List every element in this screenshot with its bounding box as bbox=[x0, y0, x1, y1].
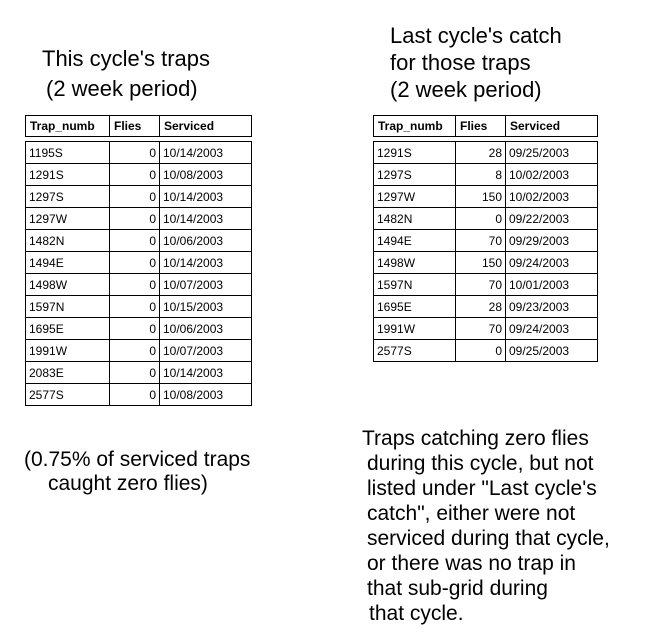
cell-trap-number: 1297S bbox=[374, 164, 456, 186]
table-row bbox=[26, 142, 252, 164]
cell-serviced: 09/22/2003 bbox=[506, 208, 598, 230]
cell-flies: 28 bbox=[456, 142, 506, 164]
table-header-row bbox=[374, 116, 598, 137]
cell-serviced: 10/06/2003 bbox=[160, 318, 252, 340]
table-row bbox=[374, 142, 598, 164]
table-body bbox=[26, 137, 252, 406]
table-row bbox=[26, 274, 252, 296]
table-row bbox=[374, 340, 598, 362]
cell-trap-number: 1498W bbox=[374, 252, 456, 274]
table-row bbox=[26, 252, 252, 274]
table-row bbox=[26, 208, 252, 230]
cell-trap-number: 1482N bbox=[26, 230, 110, 252]
right-heading-line: Last cycle's catch bbox=[390, 23, 562, 48]
cell-serviced: 10/14/2003 bbox=[160, 208, 252, 230]
cell-trap-number: 1297S bbox=[26, 186, 110, 208]
cell-serviced: 10/01/2003 bbox=[506, 274, 598, 296]
cell-flies: 0 bbox=[110, 274, 160, 296]
table-body bbox=[374, 137, 598, 362]
left-heading-line: This cycle's traps bbox=[42, 46, 211, 71]
table-row bbox=[374, 318, 598, 340]
cell-serviced: 10/08/2003 bbox=[160, 384, 252, 406]
cell-serviced: 09/25/2003 bbox=[506, 142, 598, 164]
table-row bbox=[374, 164, 598, 186]
cell-flies: 150 bbox=[456, 252, 506, 274]
cell-flies: 0 bbox=[110, 318, 160, 340]
cell-flies: 0 bbox=[110, 362, 160, 384]
left-heading-line: (2 week period) bbox=[46, 76, 198, 101]
right-note-line: listed under "Last cycle's bbox=[367, 477, 597, 500]
table-row bbox=[374, 252, 598, 274]
table-row bbox=[374, 208, 598, 230]
cell-trap-number: 1195S bbox=[26, 142, 110, 164]
cell-flies: 8 bbox=[456, 164, 506, 186]
right-heading-line: for those traps bbox=[390, 50, 531, 75]
table-row bbox=[26, 362, 252, 384]
right-note-line: during this cycle, but not bbox=[367, 452, 594, 475]
table-row bbox=[26, 164, 252, 186]
cell-trap-number: 1494E bbox=[374, 230, 456, 252]
right-note bbox=[362, 426, 610, 626]
right-note-line: catch", either were not bbox=[367, 502, 576, 525]
column-header-flies: Flies bbox=[110, 116, 160, 137]
left-note-line: caught zero flies) bbox=[48, 472, 208, 495]
cell-serviced: 10/02/2003 bbox=[506, 186, 598, 208]
this-cycle-traps-table bbox=[25, 115, 252, 406]
cell-trap-number: 2577S bbox=[26, 384, 110, 406]
column-header-serviced: Serviced bbox=[160, 116, 252, 137]
cell-flies: 70 bbox=[456, 230, 506, 252]
cell-trap-number: 1695E bbox=[374, 296, 456, 318]
cell-flies: 0 bbox=[456, 208, 506, 230]
left-note bbox=[24, 448, 250, 496]
cell-trap-number: 1494E bbox=[26, 252, 110, 274]
column-header-trap-number: Trap_numb bbox=[374, 116, 456, 137]
cell-flies: 0 bbox=[110, 230, 160, 252]
cell-serviced: 10/14/2003 bbox=[160, 362, 252, 384]
cell-flies: 70 bbox=[456, 274, 506, 296]
table-row bbox=[374, 186, 598, 208]
right-note-line: or there was no trap in bbox=[367, 552, 576, 575]
table-row bbox=[26, 296, 252, 318]
cell-flies: 0 bbox=[110, 384, 160, 406]
right-note-line: that cycle. bbox=[369, 602, 464, 625]
cell-flies: 0 bbox=[110, 186, 160, 208]
cell-trap-number: 1991W bbox=[26, 340, 110, 362]
cell-trap-number: 1291S bbox=[374, 142, 456, 164]
cell-trap-number: 1597N bbox=[374, 274, 456, 296]
table-row bbox=[26, 384, 252, 406]
cell-trap-number: 1297W bbox=[374, 186, 456, 208]
cell-flies: 0 bbox=[110, 252, 160, 274]
cell-flies: 0 bbox=[110, 142, 160, 164]
column-header-serviced: Serviced bbox=[506, 116, 598, 137]
cell-serviced: 09/24/2003 bbox=[506, 252, 598, 274]
column-header-flies: Flies bbox=[456, 116, 506, 137]
cell-serviced: 09/24/2003 bbox=[506, 318, 598, 340]
right-note-line: Traps catching zero flies bbox=[362, 427, 589, 450]
cell-serviced: 10/07/2003 bbox=[160, 340, 252, 362]
cell-flies: 0 bbox=[110, 296, 160, 318]
table-row bbox=[374, 274, 598, 296]
cell-trap-number: 1297W bbox=[26, 208, 110, 230]
cell-trap-number: 1991W bbox=[374, 318, 456, 340]
cell-serviced: 10/14/2003 bbox=[160, 186, 252, 208]
cell-flies: 0 bbox=[456, 340, 506, 362]
cell-flies: 0 bbox=[110, 164, 160, 186]
cell-serviced: 10/06/2003 bbox=[160, 230, 252, 252]
cell-trap-number: 1597N bbox=[26, 296, 110, 318]
cell-trap-number: 1482N bbox=[374, 208, 456, 230]
cell-serviced: 10/08/2003 bbox=[160, 164, 252, 186]
cell-trap-number: 1695E bbox=[26, 318, 110, 340]
cell-trap-number: 2577S bbox=[374, 340, 456, 362]
cell-serviced: 10/07/2003 bbox=[160, 274, 252, 296]
table-row bbox=[26, 340, 252, 362]
table-row bbox=[26, 230, 252, 252]
table-row bbox=[26, 318, 252, 340]
left-heading bbox=[42, 44, 210, 104]
left-note-line: (0.75% of serviced traps bbox=[24, 448, 251, 471]
right-note-line: serviced during that cycle, bbox=[367, 527, 610, 550]
right-note-line: that sub-grid during bbox=[367, 577, 548, 600]
cell-serviced: 09/25/2003 bbox=[506, 340, 598, 362]
cell-flies: 70 bbox=[456, 318, 506, 340]
cell-serviced: 10/02/2003 bbox=[506, 164, 598, 186]
table-row bbox=[374, 230, 598, 252]
table-row bbox=[26, 186, 252, 208]
column-header-trap-number: Trap_numb bbox=[26, 116, 110, 137]
cell-flies: 0 bbox=[110, 208, 160, 230]
cell-flies: 0 bbox=[110, 340, 160, 362]
cell-trap-number: 1498W bbox=[26, 274, 110, 296]
table-header-row bbox=[26, 116, 252, 137]
cell-serviced: 10/15/2003 bbox=[160, 296, 252, 318]
right-heading-line: (2 week period) bbox=[390, 77, 542, 102]
cell-serviced: 09/29/2003 bbox=[506, 230, 598, 252]
last-cycle-catch-table bbox=[373, 115, 598, 362]
right-heading bbox=[390, 22, 562, 103]
cell-flies: 150 bbox=[456, 186, 506, 208]
cell-trap-number: 2083E bbox=[26, 362, 110, 384]
cell-trap-number: 1291S bbox=[26, 164, 110, 186]
cell-serviced: 09/23/2003 bbox=[506, 296, 598, 318]
cell-flies: 28 bbox=[456, 296, 506, 318]
cell-serviced: 10/14/2003 bbox=[160, 142, 252, 164]
cell-serviced: 10/14/2003 bbox=[160, 252, 252, 274]
table-row bbox=[374, 296, 598, 318]
